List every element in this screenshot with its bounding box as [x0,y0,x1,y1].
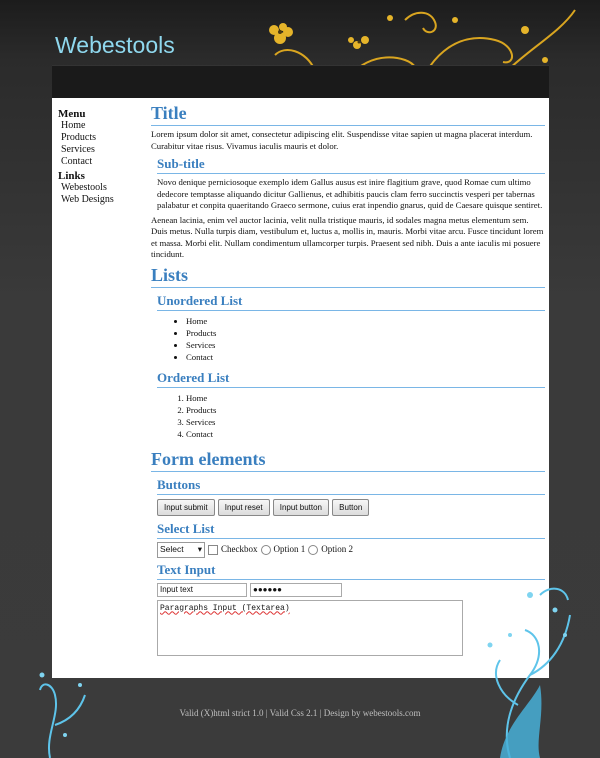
password-input[interactable]: ●●●●●● [250,583,342,597]
subtitle-heading: Sub-title [157,155,545,174]
list-item: • Contact [186,351,545,363]
list-item: 3. Services [186,416,545,428]
list-item: 1. Home [186,392,545,404]
textarea-input[interactable] [157,600,463,656]
footer-text: Valid (X)html strict 1.0 | Valid Css 2.1 | Design by webestools.com [179,708,421,718]
unordered-list-heading: Unordered List [157,292,545,311]
list-item: • Home [186,315,545,327]
sidebar-link-web-designs[interactable]: Web Designs [61,194,114,205]
radio-option-2-label: Option 2 [321,544,354,554]
header-bar [52,65,549,99]
unordered-list [151,315,545,363]
links-heading: Links [58,170,85,182]
sidebar-link-webestools[interactable]: Webestools [61,182,107,193]
input-reset-button[interactable]: Input reset [218,499,270,517]
text-input-heading: Text Input [157,561,545,580]
radio-option-1[interactable] [261,545,271,555]
menu-heading: Menu [58,108,86,120]
sidebar-item-services[interactable]: Services [61,144,95,155]
sub-paragraph: Novo denique perniciosoque exemplo idem Gallus ausus est inire flagitium grave, quod Romae cum ultimo dedecore temptasse aliquando dicitur Gallienus, et adhibitis paucis clam ferro succinctis vesperi per tabernas palabatur et conpita quaeritando Graeco sermone, cuius erat inpendio gnarus, quid de Caesare quisque sentiret. [157,177,543,210]
lists-heading: Lists [151,264,545,288]
ordered-list-heading: Ordered List [157,369,545,388]
select-row [157,542,545,558]
page-title: Title [151,102,545,126]
button-row [157,499,545,517]
input-submit-button[interactable]: Input submit [157,499,215,517]
sidebar [58,106,144,206]
list-item: 2. Products [186,404,545,416]
sidebar-item-products[interactable]: Products [61,132,96,143]
select-list-heading: Select List [157,520,545,539]
paragraph-2: Aenean lacinia, enim vel auctor lacinia, velit nulla tristique mauris, id sodales magna metus elementum sem. Duis metus. Nulla turpis diam, vestibulum et, luctus a, mollis in, mauris. Morbi vitae arcu. Fusce tincidunt lorem et massa. Morbi elit. Nullam condimentum ullamcorper turpis. Praesent sed nibh. Duis a ante iaculis mi posuere tincidunt. [151,214,544,259]
radio-option-2[interactable] [308,545,318,555]
text-input[interactable]: Input text [157,583,247,597]
site-title[interactable]: Webestools [55,32,175,58]
textarea-value: Paragraphs Input (Textarea) [160,603,290,613]
sidebar-item-home[interactable]: Home [61,120,86,131]
sidebar-item-contact[interactable]: Contact [61,156,93,167]
list-item: 4. Contact [186,428,545,440]
button[interactable]: Button [332,499,369,517]
ordered-list [151,392,545,440]
input-button[interactable]: Input button [273,499,329,517]
form-elements-heading: Form elements [151,448,545,472]
intro-paragraph: Lorem ipsum dolor sit amet, consectetur adipiscing elit. Suspendisse vitae sapien ut magna placerat interdum. Curabitur vitae risus. Vivamus iaculis mauris et dolor. [151,129,533,151]
checkbox-label: Checkbox [221,544,258,554]
list-item: • Products [186,327,545,339]
list-item: • Services [186,339,545,351]
select-dropdown[interactable] [157,542,205,558]
chevron-down-icon: ▾ [197,544,202,554]
buttons-heading: Buttons [157,476,545,495]
radio-option-1-label: Option 1 [273,544,306,554]
select-value: Select [160,544,184,554]
main-content [151,102,545,656]
floral-ornament-bottom-right [470,575,580,758]
checkbox[interactable] [208,545,218,555]
